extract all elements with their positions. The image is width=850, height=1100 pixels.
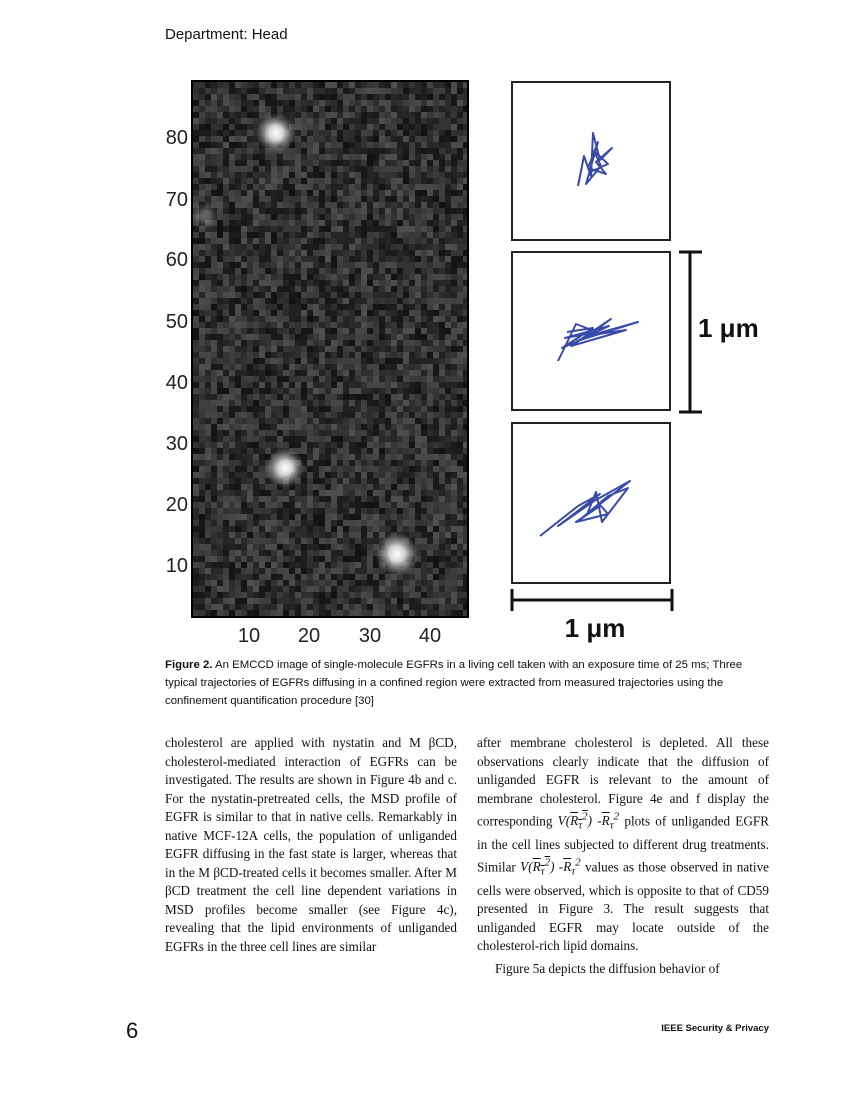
body-column-right <box>477 734 769 978</box>
fluorescent-spot <box>375 532 419 576</box>
image-y-tick: 60 <box>165 249 188 271</box>
image-y-tick: 80 <box>165 127 188 149</box>
emccd-image <box>191 81 468 617</box>
body-paragraph: after membrane cholesterol is depleted. All these observations clearly indicate that the diffusion of unliganded EGFR is relevant to the amount of membrane cholesterol. Figure 4e and f display the corresponding $V(R_\tau^2)$ $-\overline{R}_\tau^2$ plots of unliganded EGFR in the cell lines subjected to different drug treatments. Similar $V(R_\tau^2)$ $-\overline{R}_\tau^2$ values as those observed in native cells were observed, which is opposite to that of CD59 presented in Figure 3. The result suggests that unliganded EGFR may locate outside of the cholesterol-rich lipid domains. <box>477 735 770 954</box>
image-y-tick: 50 <box>165 311 188 333</box>
caption-label: Figure 2. <box>165 659 213 671</box>
scale-bar-horizontal <box>512 589 672 611</box>
fluorescent-spot <box>256 113 296 153</box>
running-head: Department: Head <box>165 26 288 43</box>
image-y-tick: 30 <box>165 433 188 455</box>
fluorescent-spot <box>191 202 219 230</box>
image-x-tick: 40 <box>418 625 442 646</box>
image-y-tick: 70 <box>165 189 188 211</box>
fluorescent-spot <box>265 448 305 488</box>
page-number: 6 <box>126 1018 139 1043</box>
caption-text: An EMCCD image of single-molecule EGFRs in a living cell taken with an exposure time of 25 ms; Three typical trajectories of EGFRs diffusing in a confined region were extracted from measured trajectories using the confinement quantification procedure [30] <box>165 659 743 707</box>
body-paragraph: cholesterol are applied with nystatin and M βCD, cholesterol-mediated interaction of EGFRs can be investigated. The results are shown in Figure 4b and c. For the nystatin-pretreated cells, the MSD profile of EGFR is similar to that in native cells. Remarkably in native MCF-12A cells, the population of unliganded EGFR diffusing in the fast state is larger, whereas that in the M βCD-treated cells it becomes smaller. After M βCD treatment the cell line dependent variations in MSD profiles become smaller (see Figure 4c), revealing that the lipid environments of unliganded EGFRs in the three cell lines are similar <box>165 735 457 954</box>
body-column-left <box>165 734 457 956</box>
figure-2 <box>160 76 780 646</box>
image-y-tick: 40 <box>165 372 188 394</box>
image-x-tick: 10 <box>237 625 261 646</box>
image-x-tick: 20 <box>297 625 321 646</box>
figure-caption <box>165 656 773 710</box>
math-variance-expression: $V(R_\tau^2)$ $-\overline{R}_\tau^2$ <box>520 857 581 879</box>
magazine-name: IEEE Security & Privacy <box>661 1023 769 1034</box>
scale-label-vertical: 1 μm <box>698 313 759 343</box>
image-y-tick: 10 <box>165 555 188 577</box>
image-x-tick: 30 <box>358 625 382 646</box>
body-paragraph: Figure 5a depicts the diffusion behavior of <box>495 960 720 976</box>
math-variance-expression: $V(R_\tau^2)$ $-\overline{R}_\tau^2$ <box>557 811 620 833</box>
scale-label-horizontal: 1 μm <box>564 613 626 643</box>
image-y-tick: 20 <box>165 494 188 516</box>
